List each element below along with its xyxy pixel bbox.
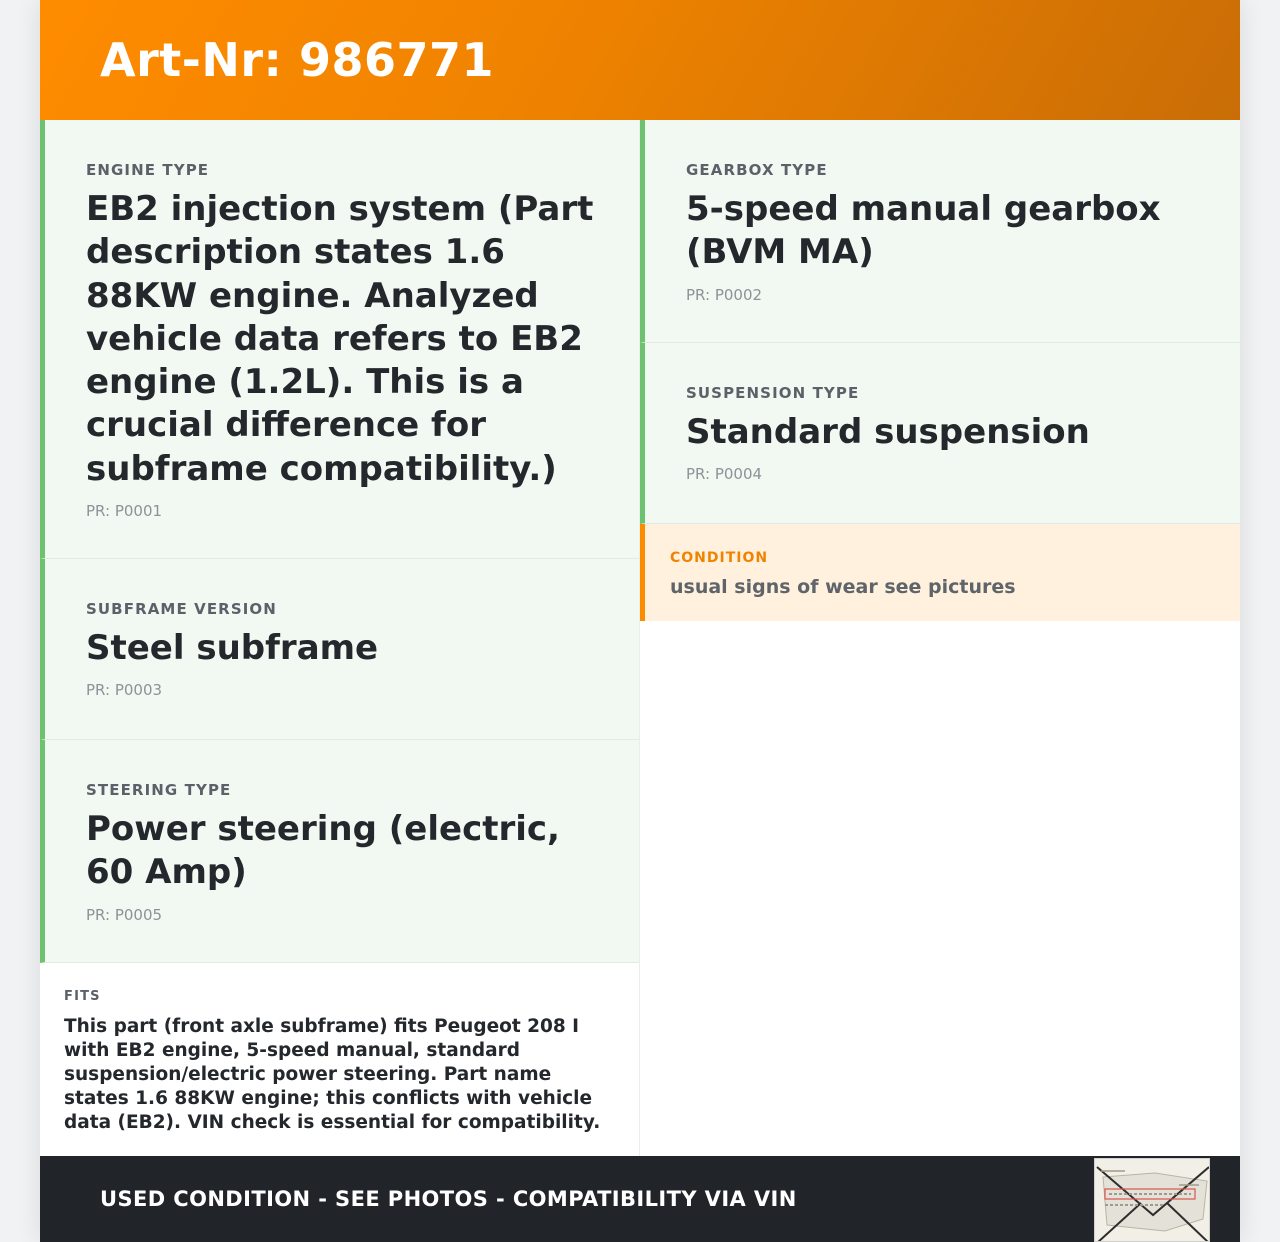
right-column (640, 120, 1240, 1156)
header-banner (40, 0, 1240, 120)
vehicle-document-thumbnail-icon[interactable] (1094, 1158, 1210, 1242)
spec-card-suspension (640, 343, 1240, 524)
condition-card (640, 524, 1240, 621)
spec-card-subframe (40, 559, 639, 740)
spec-pr-code: PR: P0001 (86, 502, 163, 521)
fits-text: This part (front axle subframe) fits Peugeot 208 I with EB2 engine, 5-speed manual, standard suspension/electric power steering. Part name states 1.6 88KW engine; this conflicts with vehicle data (EB2). VIN check is essential for compatibility. (64, 1016, 601, 1133)
spec-pr-code: PR: P0003 (86, 681, 163, 700)
spec-value: Standard suspension (686, 412, 1090, 452)
spec-pr-code: PR: P0002 (686, 285, 763, 304)
spec-label: GEARBOX TYPE (686, 161, 828, 179)
spec-card-engine (40, 120, 639, 559)
fits-section (40, 963, 639, 1156)
thumbnail-graphic (1095, 1159, 1210, 1242)
article-number-title: Art-Nr: 986771 (100, 33, 495, 87)
spec-label: STEERING TYPE (86, 781, 232, 799)
spec-value: EB2 injection system (Part description states 1.6 88KW engine. Analyzed vehicle data refers to EB2 engine (1.2L). This is a crucial difference for subframe compatibility.) (86, 189, 594, 489)
spec-pr-code: PR: P0004 (686, 465, 763, 484)
condition-label: CONDITION (670, 550, 769, 566)
left-column (40, 120, 640, 1156)
spec-value: Power steering (electric, 60 Amp) (86, 809, 560, 893)
spec-card-steering (40, 740, 639, 963)
spec-columns (40, 120, 1240, 1156)
spec-card-gearbox (640, 120, 1240, 343)
spec-value: 5-speed manual gearbox (BVM MA) (686, 189, 1161, 273)
fits-label: FITS (64, 989, 101, 1004)
condition-text: usual signs of wear see pictures (670, 576, 1016, 598)
spec-label: SUBFRAME VERSION (86, 600, 277, 618)
spec-label: ENGINE TYPE (86, 161, 210, 179)
footer-text: USED CONDITION - SEE PHOTOS - COMPATIBILITY VIA VIN (100, 1187, 797, 1211)
datasheet-page (40, 0, 1240, 1242)
footer-bar (40, 1156, 1240, 1242)
spec-pr-code: PR: P0005 (86, 905, 163, 924)
spec-value: Steel subframe (86, 628, 379, 668)
spec-label: SUSPENSION TYPE (686, 384, 860, 402)
